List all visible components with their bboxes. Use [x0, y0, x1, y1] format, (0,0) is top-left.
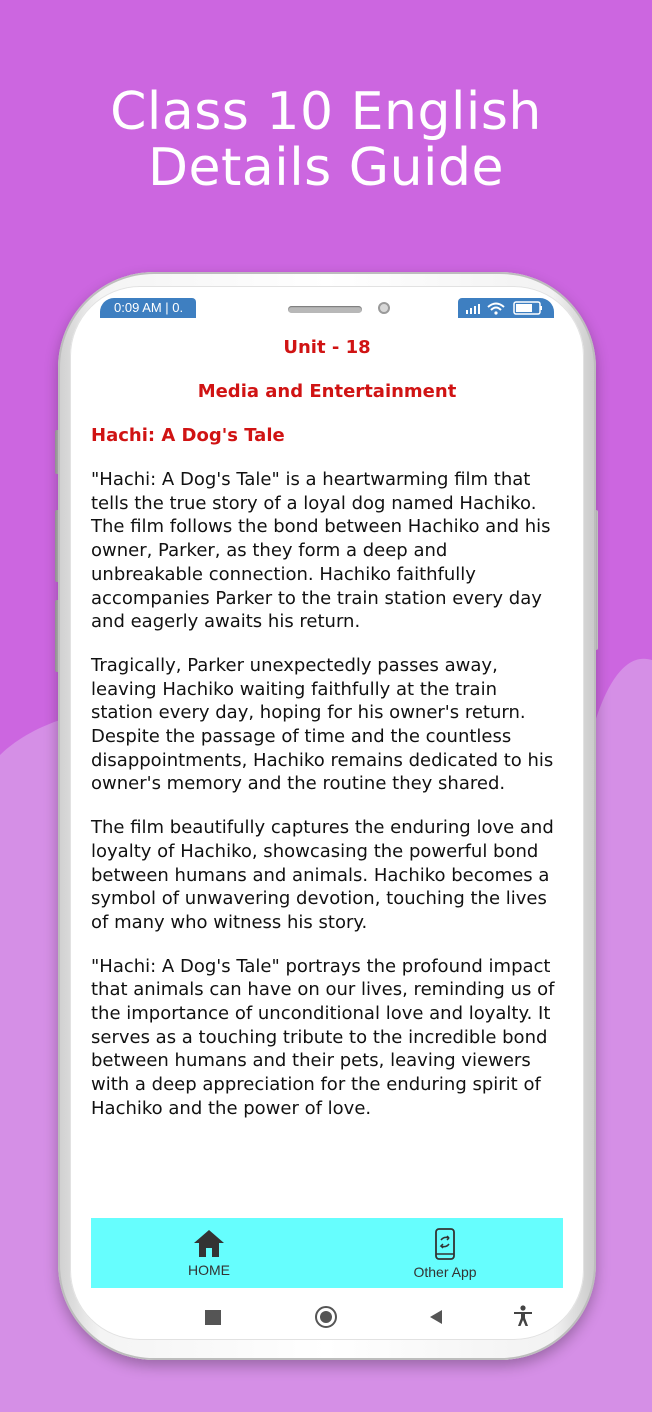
tab-home-label: HOME: [188, 1262, 230, 1278]
chapter-subtitle: Media and Entertainment: [197, 381, 457, 402]
phone-speaker: [288, 306, 362, 313]
article-content: [91, 336, 563, 1121]
phone-screen: [70, 286, 584, 1340]
tab-other-app[interactable]: [327, 1218, 563, 1288]
paragraph: "Hachi: A Dog's Tale" is a heartwarming film that tells the true story of a loyal dog named Hachiko. The film follows the bond between Hachiko and his owner, Parker, as they form a deep and unbreakable connection. Hachiko faithfully accompanies Parker to the train station every day and eagerly awaits his return.: [91, 469, 551, 633]
phone-share-icon: [432, 1228, 458, 1260]
tab-home[interactable]: [91, 1218, 327, 1288]
accessibility-icon[interactable]: [512, 1304, 534, 1328]
back-icon[interactable]: [426, 1304, 446, 1328]
paragraph: Tragically, Parker unexpectedly passes away, leaving Hachiko waiting faithfully at the train station every day, hoping for his owner's return. Despite the passage of time and the countless disappointments, Hachiko remains dedicated to his owner's memory and the routine they shared.: [91, 654, 554, 795]
story-title: Hachi: A Dog's Tale: [91, 425, 285, 446]
tab-other-app-label: Other App: [413, 1264, 477, 1280]
promo-headline: [0, 84, 652, 196]
bottom-tab-bar: [91, 1218, 563, 1288]
home-circle-icon[interactable]: [313, 1304, 339, 1328]
recents-icon[interactable]: [204, 1304, 222, 1328]
front-camera: [378, 302, 390, 314]
paragraph: The film beautifully captures the enduring love and loyalty of Hachiko, showcasing the powerful bond between humans and animals. Hachiko becomes a symbol of unwavering devotion, touching the lives of many who witness his story.: [91, 817, 554, 933]
status-bar-time: 0:09 AM | 0.: [100, 298, 196, 318]
system-nav-bar: [70, 1294, 584, 1340]
unit-title: Unit - 18: [283, 337, 371, 358]
signal-wifi-battery-icon: [458, 298, 554, 318]
promo-headline-line2: Details Guide: [147, 138, 504, 198]
home-icon: [192, 1228, 226, 1258]
promo-headline-line1: Class 10 English: [110, 82, 542, 142]
status-bar-icons: [458, 298, 554, 318]
paragraph: "Hachi: A Dog's Tale" portrays the profound impact that animals can have on our lives, reminding us of the importance of unconditional love and loyalty. It serves as a touching tribute to the incredible bond between humans and their pets, leaving viewers with a deep appreciation for the enduring spirit of Hachiko and the power of love.: [91, 955, 555, 1119]
